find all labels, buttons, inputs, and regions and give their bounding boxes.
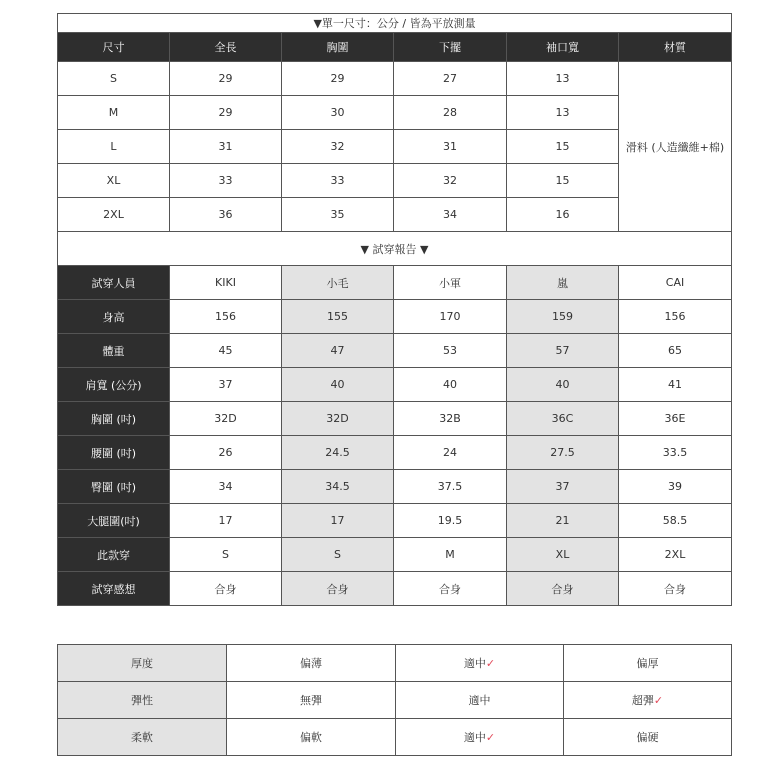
report-row-label: 身高 <box>58 300 170 334</box>
report-cell: 45 <box>170 334 282 368</box>
report-cell: 27.5 <box>507 436 619 470</box>
report-cell: S <box>282 538 394 572</box>
report-cell: 40 <box>507 368 619 402</box>
feel-option <box>396 719 564 756</box>
report-body <box>58 266 732 606</box>
size-chart <box>57 13 731 606</box>
report-row <box>58 334 732 368</box>
report-cell: 嵐 <box>507 266 619 300</box>
feel-option <box>564 645 732 682</box>
report-cell: 58.5 <box>619 504 732 538</box>
table-cell: M <box>58 96 170 130</box>
report-cell: 170 <box>394 300 507 334</box>
report-cell: 32D <box>282 402 394 436</box>
feel-option <box>396 682 564 719</box>
column-header: 尺寸 <box>58 33 170 62</box>
feel-option <box>227 682 396 719</box>
report-cell: 65 <box>619 334 732 368</box>
check-icon: ✓ <box>485 657 496 670</box>
report-cell: 合身 <box>619 572 732 606</box>
table-cell: 15 <box>507 164 619 198</box>
size-table-caption: ▼單一尺寸：公分 / 皆為平放測量 <box>58 14 732 33</box>
report-row <box>58 266 732 300</box>
report-cell: 小毛 <box>282 266 394 300</box>
table-cell: 33 <box>282 164 394 198</box>
feel-option-label: 超彈 <box>631 694 654 707</box>
table-cell: 29 <box>170 62 282 96</box>
report-cell: 19.5 <box>394 504 507 538</box>
feel-option-label: 偏薄 <box>300 657 322 670</box>
report-row <box>58 436 732 470</box>
report-cell: 合身 <box>282 572 394 606</box>
report-row <box>58 504 732 538</box>
table-cell: 29 <box>282 62 394 96</box>
report-row-label: 肩寬 (公分) <box>58 368 170 402</box>
column-header: 胸圍 <box>282 33 394 62</box>
feel-option <box>227 645 396 682</box>
feel-option-label: 適中 <box>463 657 486 670</box>
table-cell: 35 <box>282 198 394 232</box>
report-cell: S <box>170 538 282 572</box>
report-cell: 40 <box>282 368 394 402</box>
table-cell: 13 <box>507 96 619 130</box>
report-cell: XL <box>507 538 619 572</box>
report-cell: 36C <box>507 402 619 436</box>
table-cell: 15 <box>507 130 619 164</box>
report-row-label: 試穿人員 <box>58 266 170 300</box>
table-cell: 27 <box>394 62 507 96</box>
report-cell: 合身 <box>507 572 619 606</box>
report-cell: 37 <box>170 368 282 402</box>
report-row-label: 體重 <box>58 334 170 368</box>
feel-option <box>564 719 732 756</box>
table-cell: L <box>58 130 170 164</box>
report-row-label: 胸圍 (吋) <box>58 402 170 436</box>
report-cell: 39 <box>619 470 732 504</box>
feel-option-label: 偏厚 <box>636 657 659 670</box>
feel-body <box>58 645 732 756</box>
report-cell: 40 <box>394 368 507 402</box>
report-row-label: 試穿感想 <box>58 572 170 606</box>
size-table <box>57 13 732 232</box>
table-cell: 29 <box>170 96 282 130</box>
size-table-header <box>58 33 732 62</box>
report-cell: 17 <box>282 504 394 538</box>
report-cell: 21 <box>507 504 619 538</box>
report-cell: 24 <box>394 436 507 470</box>
feel-row-label: 厚度 <box>58 645 227 682</box>
report-row <box>58 538 732 572</box>
fitting-report-table <box>57 232 732 606</box>
check-icon: ✓ <box>653 694 664 707</box>
feel-row <box>58 682 732 719</box>
table-cell: XL <box>58 164 170 198</box>
report-cell: CAI <box>619 266 732 300</box>
report-cell: 47 <box>282 334 394 368</box>
report-cell: 小軍 <box>394 266 507 300</box>
report-row-label: 腰圍 (吋) <box>58 436 170 470</box>
table-cell: 13 <box>507 62 619 96</box>
report-row <box>58 300 732 334</box>
report-row-label: 臀圍 (吋) <box>58 470 170 504</box>
feel-row-label: 彈性 <box>58 682 227 719</box>
table-cell: 30 <box>282 96 394 130</box>
table-cell: 31 <box>394 130 507 164</box>
report-cell: 155 <box>282 300 394 334</box>
report-row-label: 大腿圍(吋) <box>58 504 170 538</box>
report-row <box>58 572 732 606</box>
check-icon: ✓ <box>485 731 496 744</box>
column-header: 全長 <box>170 33 282 62</box>
feel-row <box>58 719 732 756</box>
report-cell: 合身 <box>170 572 282 606</box>
fabric-feel-chart <box>57 644 731 756</box>
feel-option <box>564 682 732 719</box>
table-cell: S <box>58 62 170 96</box>
report-cell: 17 <box>170 504 282 538</box>
report-cell: KIKI <box>170 266 282 300</box>
material-cell: 滑料 (人造纖維+棉) <box>619 62 732 232</box>
report-cell: 156 <box>170 300 282 334</box>
column-header: 袖口寬 <box>507 33 619 62</box>
report-cell: 37 <box>507 470 619 504</box>
table-cell: 32 <box>282 130 394 164</box>
feel-option <box>227 719 396 756</box>
report-cell: 合身 <box>394 572 507 606</box>
report-cell: 159 <box>507 300 619 334</box>
report-cell: M <box>394 538 507 572</box>
report-row <box>58 470 732 504</box>
table-cell: 32 <box>394 164 507 198</box>
feel-option-label: 適中 <box>463 731 486 744</box>
report-cell: 156 <box>619 300 732 334</box>
report-caption: ▼ 試穿報告 ▼ <box>58 232 732 266</box>
report-cell: 34.5 <box>282 470 394 504</box>
table-row <box>58 62 732 96</box>
report-cell: 24.5 <box>282 436 394 470</box>
table-cell: 28 <box>394 96 507 130</box>
report-cell: 57 <box>507 334 619 368</box>
feel-option-label: 偏硬 <box>636 731 659 744</box>
table-cell: 16 <box>507 198 619 232</box>
report-row <box>58 402 732 436</box>
column-header: 材質 <box>619 33 732 62</box>
feel-option <box>396 645 564 682</box>
report-cell: 33.5 <box>619 436 732 470</box>
feel-row-label: 柔軟 <box>58 719 227 756</box>
table-cell: 31 <box>170 130 282 164</box>
feel-row <box>58 645 732 682</box>
report-cell: 41 <box>619 368 732 402</box>
column-header: 下擺 <box>394 33 507 62</box>
report-row-label: 此款穿 <box>58 538 170 572</box>
report-cell: 37.5 <box>394 470 507 504</box>
report-cell: 53 <box>394 334 507 368</box>
report-cell: 34 <box>170 470 282 504</box>
report-row <box>58 368 732 402</box>
table-cell: 34 <box>394 198 507 232</box>
report-cell: 32B <box>394 402 507 436</box>
report-cell: 26 <box>170 436 282 470</box>
feel-option-label: 偏軟 <box>300 731 322 744</box>
table-cell: 36 <box>170 198 282 232</box>
feel-option-label: 無彈 <box>300 694 322 707</box>
feel-option-label: 適中 <box>468 694 491 707</box>
table-cell: 33 <box>170 164 282 198</box>
table-cell: 2XL <box>58 198 170 232</box>
report-cell: 32D <box>170 402 282 436</box>
report-cell: 2XL <box>619 538 732 572</box>
report-cell: 36E <box>619 402 732 436</box>
fabric-feel-table <box>57 644 732 756</box>
